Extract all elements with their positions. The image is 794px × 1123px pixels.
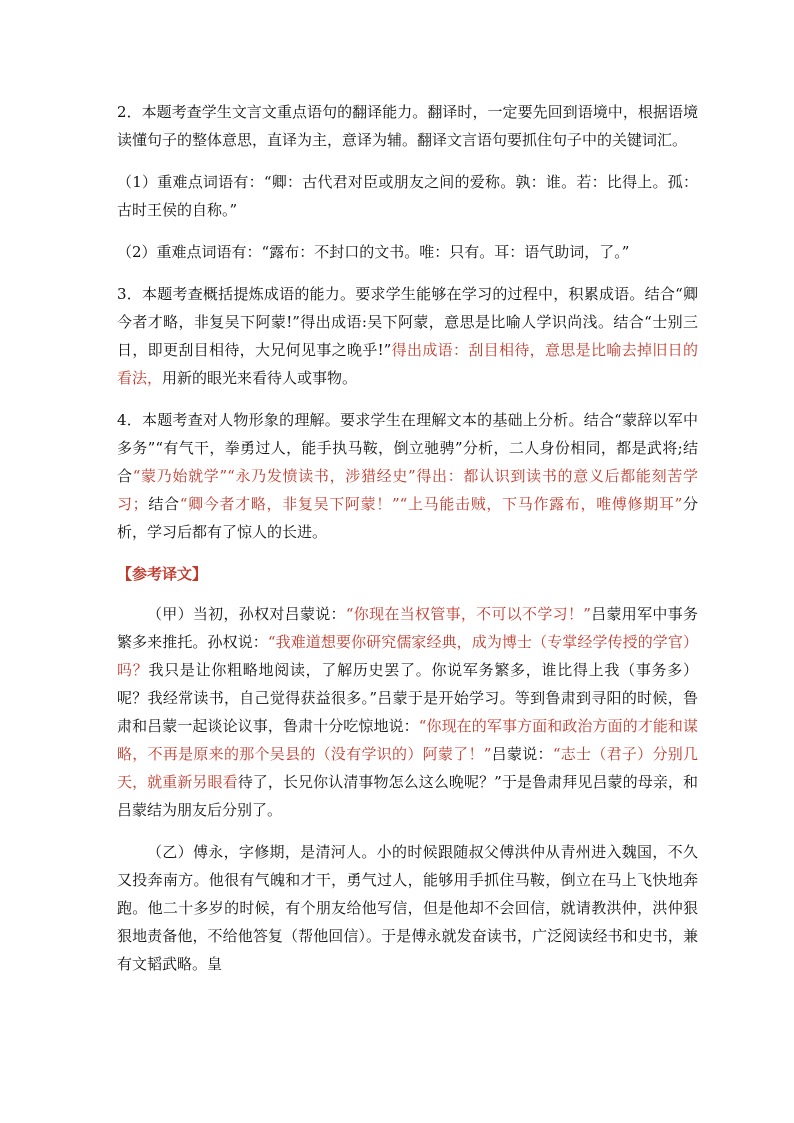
q2-item2-paragraph [117,238,698,266]
q2-item1-text: （1）重难点词语有：“卿：古代君对臣或朋友之间的爱称。孰：谁。若：比得上。孤：古时王侯的自称。” [117,173,698,219]
q4-text-part2: “蒙乃始就学”“永乃发愤读书，涉猎经史”得出：都认识到读书的意义后都能刻苦学习； [117,467,698,513]
q4-text-part5: 分析，学习后都有了惊人的长进。 [117,495,698,541]
q2-intro-text: 2．本题考查学生文言文重点语句的翻译能力。翻译时，一定要先回到语境中，根据语境读懂句子的整体意思，直译为主，意译为辅。翻译文言语句要抓住句子中的关键词汇。 [117,103,698,149]
jia-text-1: （甲）当初，孙权对吕蒙说： [147,605,346,623]
jia-text-6: “你现在的军事方面和政治方面的才能和谋略，不再是原来的那个吴县的（没有学识的）阿蒙了！” [117,717,698,763]
q3-paragraph [117,280,698,392]
jia-text-5: 我只是让你粗略地阅读，了解历史罢了。你说军务繁多，谁比得上我（事务多）呢？我经常读书，自己觉得获益很多。”吕蒙于是开始学习。等到鲁肃到寻阳的时候，鲁肃和吕蒙一起谈论议事，鲁肃十分吃惊地说： [117,661,698,735]
jia-text-7: 吕蒙说： [491,745,553,763]
q3-text-part1: 3．本题考查概括提炼成语的能力。要求学生能够在学习的过程中，积累成语。结合“卿今者才略，非复吴下阿蒙!”得出成语:吴下阿蒙，意思是比喻人学识尚浅。结合“士别三日，即更刮目相待，大兄何见事之晚乎!” [117,285,698,359]
q3-text-part2: 得出成语：刮目相待，意思是比喻去掉旧日的看法， [117,341,698,387]
yi-text-1: （乙）傅永，字修期，是清河人。小的时候跟随叔父傅洪仲从青州进入魏国，不久又投奔南方。他很有气魄和才干，勇气过人，能够用手抓住马鞍，倒立在马上飞快地奔跑。他二十多岁的时候，有个朋友给他写信，但是他却不会回信，就请教洪仲，洪仲狠狠地责备他，不给他答复（帮他回信）。于是傅永就发奋读书，广泛阅读经书和史书，兼有文韬武略。皇 [117,843,698,973]
q4-text-part3: 结合 [147,495,180,513]
q2-item1-paragraph [117,168,698,224]
jia-text-4: “我难道想要你研究儒家经典，成为博士（专掌经学传授的学官）吗？ [117,633,698,679]
jia-text-8: “志士（君子）分别几天，就重新另眼看 [117,745,699,791]
reference-yi-paragraph [117,838,698,978]
reference-jia-paragraph [117,600,698,824]
q3-text-part3: 用新的眼光来看待人或事物。 [162,369,358,387]
reference-heading-text: 【参考译文】 [117,565,208,583]
jia-text-9: 待了，长兄你认清事物怎么这么晚呢？”于是鲁肃拜见吕蒙的母亲，和吕蒙结为朋友后分别了。 [117,773,698,819]
jia-text-2: “你现在当权管事，不可以不学习！” [345,605,591,623]
jia-text-3: 吕蒙用军中事务繁多来推托。孙权说： [117,605,698,651]
q4-paragraph [117,406,698,546]
q4-text-part1: 4．本题考查对人物形象的理解。要求学生在理解文本的基础上分析。结合“蒙辞以军中多务”“有气干，拳勇过人，能手执马鞍，倒立驰骋”分析，二人身份相同，都是武将;结合 [117,411,698,485]
q4-text-part4: “卿今者才略，非复吴下阿蒙！”“上马能击贼，下马作露布，唯傅修期耳” [179,495,683,513]
reference-heading [117,560,698,588]
q2-item2-text: （2）重难点词语有：“露布：不封口的文书。唯：只有。耳：语气助词，了。” [117,243,630,261]
q2-intro-paragraph [117,98,698,154]
